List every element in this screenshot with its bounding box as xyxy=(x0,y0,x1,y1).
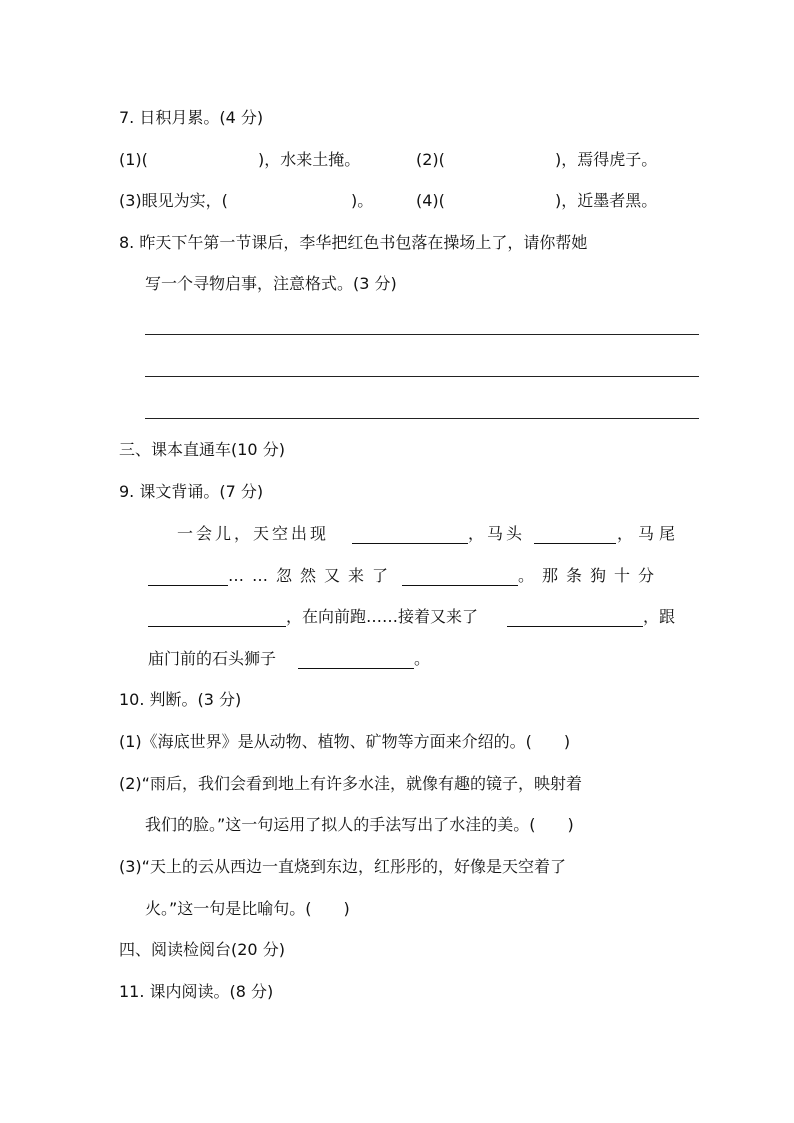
q10-statement-3-line-2: 火。”这一句是比喻句。( ) xyxy=(145,899,350,918)
answer-line-3[interactable] xyxy=(145,418,699,419)
q7-item-3-close: )。 xyxy=(351,191,374,210)
q9-blank-7[interactable] xyxy=(298,650,414,669)
q9-text-4a: 庙门前的石头狮子 xyxy=(148,649,277,668)
section-3-title: 三、课本直通车(10 分) xyxy=(119,440,285,459)
q9-blank-4[interactable] xyxy=(402,567,518,586)
question-9-title: 9. 课文背诵。(7 分) xyxy=(119,482,264,501)
q7-item-2-open: (2)( xyxy=(416,150,445,169)
q9-text-2b: 。那条狗十分 xyxy=(518,566,663,585)
q9-blank-3[interactable] xyxy=(148,567,228,586)
q9-blank-2[interactable] xyxy=(534,525,616,544)
question-7-title: 7. 日积月累。(4 分) xyxy=(119,108,264,127)
q9-blank-1[interactable] xyxy=(352,525,468,544)
q9-blank-6[interactable] xyxy=(507,608,643,627)
q7-item-1-rest: )，水来土掩。 xyxy=(258,150,361,169)
answer-line-2[interactable] xyxy=(145,376,699,377)
q9-text-3a: ，在向前跑……接着又来了 xyxy=(286,607,479,626)
q9-text-2a: ……忽然又来了 xyxy=(228,566,397,585)
q9-text-1a: 一会儿，天空出现 xyxy=(177,524,330,543)
q9-text-4b: 。 xyxy=(414,649,431,668)
q10-statement-2-line-2: 我们的脸。”这一句运用了拟人的手法写出了水洼的美。( ) xyxy=(145,815,574,834)
q10-statement-3-line-1: (3)“天上的云从西边一直烧到东边，红彤彤的，好像是天空着了 xyxy=(119,857,566,876)
answer-line-1[interactable] xyxy=(145,334,699,335)
q9-text-3b: ，跟 xyxy=(643,607,676,626)
q9-text-1c: ，马尾 xyxy=(617,524,681,543)
q7-item-4-open: (4)( xyxy=(416,191,445,210)
section-4-title: 四、阅读检阅台(20 分) xyxy=(119,940,285,959)
question-8-line-2: 写一个寻物启事，注意格式。(3 分) xyxy=(145,274,397,293)
q10-statement-1: (1)《海底世界》是从动物、植物、矿物等方面来介绍的。( ) xyxy=(119,732,571,751)
q10-statement-2-line-1: (2)“雨后，我们会看到地上有许多水洼，就像有趣的镜子，映射着 xyxy=(119,774,582,793)
q9-text-1b: ，马头 xyxy=(468,524,526,543)
q7-item-2-rest: )，焉得虎子。 xyxy=(555,150,658,169)
q7-item-4-rest: )，近墨者黑。 xyxy=(555,191,658,210)
question-10-title: 10. 判断。(3 分) xyxy=(119,690,242,709)
question-8-line-1: 8. 昨天下午第一节课后，李华把红色书包落在操场上了，请你帮她 xyxy=(119,233,588,252)
q7-item-3-text: (3)眼见为实，( xyxy=(119,191,228,210)
question-11-title: 11. 课内阅读。(8 分) xyxy=(119,982,274,1001)
q7-item-1-open: (1)( xyxy=(119,150,148,169)
q9-blank-5[interactable] xyxy=(148,608,286,627)
